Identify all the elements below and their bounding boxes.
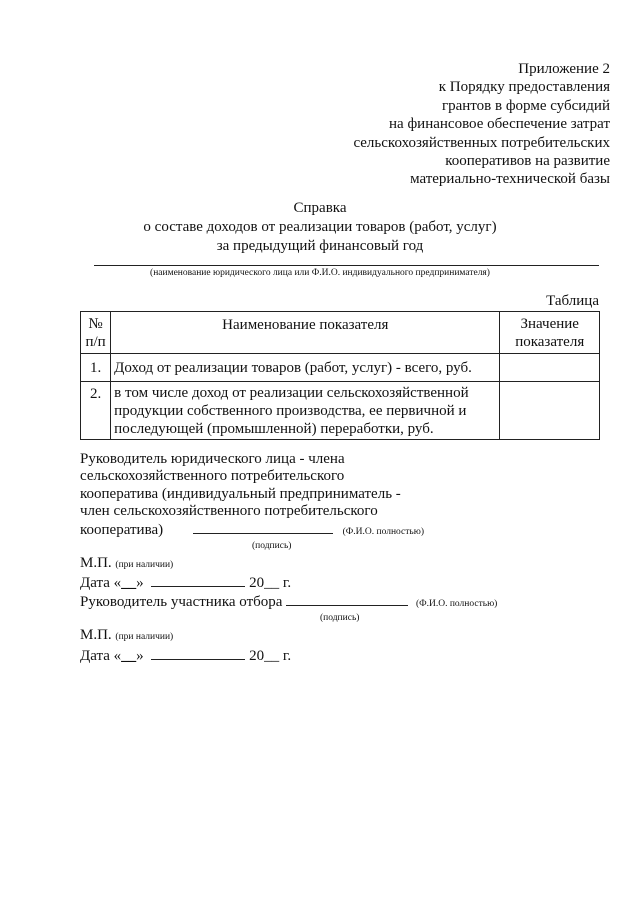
date-line [80,574,600,592]
stamp-line [80,627,600,646]
annex-line: грантов в форме субсидий [441,97,610,114]
signature-caption: (подпись) [252,541,292,552]
signature-caption-row [80,541,600,555]
signer-title-line [80,521,600,541]
document-title [0,199,640,256]
date-line [80,647,600,665]
header-value [500,312,600,354]
date-close: » [136,647,144,664]
date-month-blank[interactable] [151,574,245,587]
signer-title-end: кооператива) [80,521,164,538]
date-prefix: Дата « [80,575,122,592]
stamp-line [80,555,600,574]
annex-line: на финансовое обеспечение затрат [389,116,610,133]
header-value-line: показателя [515,333,585,350]
fio-caption: (Ф.И.О. полностью) [342,526,424,537]
row-num: 2. [81,382,111,440]
signer-title-line: Руководитель юридического лица - члена [80,451,345,467]
date-year: 20__ г. [249,647,292,664]
stamp-note: (при наличии) [115,632,174,643]
table-row [81,382,600,440]
signer-title-line: кооператива (индивидуальный предприниматель - [80,485,401,502]
header-num [81,312,111,354]
date-prefix: Дата « [80,647,122,664]
row-value[interactable] [500,354,600,382]
stamp-label: М.П. [80,627,112,644]
row-name [111,382,500,440]
annex-line: Приложение 2 [518,61,610,77]
organization-name-caption: (наименование юридического лица или Ф.И.О. индивидуального предпринимателя) [150,268,490,278]
date-day-blank[interactable]: __ [121,647,137,664]
date-year: 20__ г. [249,575,292,592]
title-line: Справка [293,200,347,216]
signature-caption: (подпись) [320,613,360,624]
row-num: 1. [81,354,111,382]
annex-line: кооперативов на развитие [445,153,610,170]
row-name-line: в том числе доход от реализации сельскохозяйственной [114,385,469,401]
date-day-blank[interactable]: __ [121,575,137,592]
title-line: за предыдущий финансовый год [216,238,424,254]
signer-title-line: член сельскохозяйственного потребительского [80,503,378,520]
organization-name-line [94,265,599,266]
row-value[interactable] [500,382,600,440]
signature-caption-row [80,613,600,627]
annex-block [250,60,610,189]
stamp-note: (при наличии) [115,560,174,571]
row-name-line: продукции собственного производства, ее первичной и [114,403,467,419]
row-name: Доход от реализации товаров (работ, услуг) - всего, руб. [111,354,500,382]
table-label: Таблица [546,293,599,309]
signature-block [80,451,600,665]
fio-caption: (Ф.И.О. полностью) [415,598,498,609]
signer-title-line: сельскохозяйственного потребительского [80,468,345,485]
annex-line: сельскохозяйственных потребительских [353,134,610,151]
participant-label: Руководитель участника отбора [80,593,283,610]
row-name-line: последующей (промышленной) переработки, руб. [114,421,434,437]
header-num-line: № [88,315,103,332]
annex-line: материально-технической базы [410,171,610,188]
header-num-line: п/п [85,333,106,350]
date-close: » [136,575,144,592]
header-name: Наименование показателя [111,312,500,354]
title-line: о составе доходов от реализации товаров (работ, услуг) [143,219,497,235]
table-row [81,354,600,382]
table-header-row [81,312,600,354]
signature-blank[interactable] [193,521,333,534]
indicators-table [80,311,600,440]
header-value-line: Значение [520,315,579,332]
date-month-blank[interactable] [151,647,245,660]
stamp-label: М.П. [80,555,112,572]
participant-signature-blank[interactable] [286,593,408,606]
annex-line: к Порядку предоставления [438,79,610,96]
